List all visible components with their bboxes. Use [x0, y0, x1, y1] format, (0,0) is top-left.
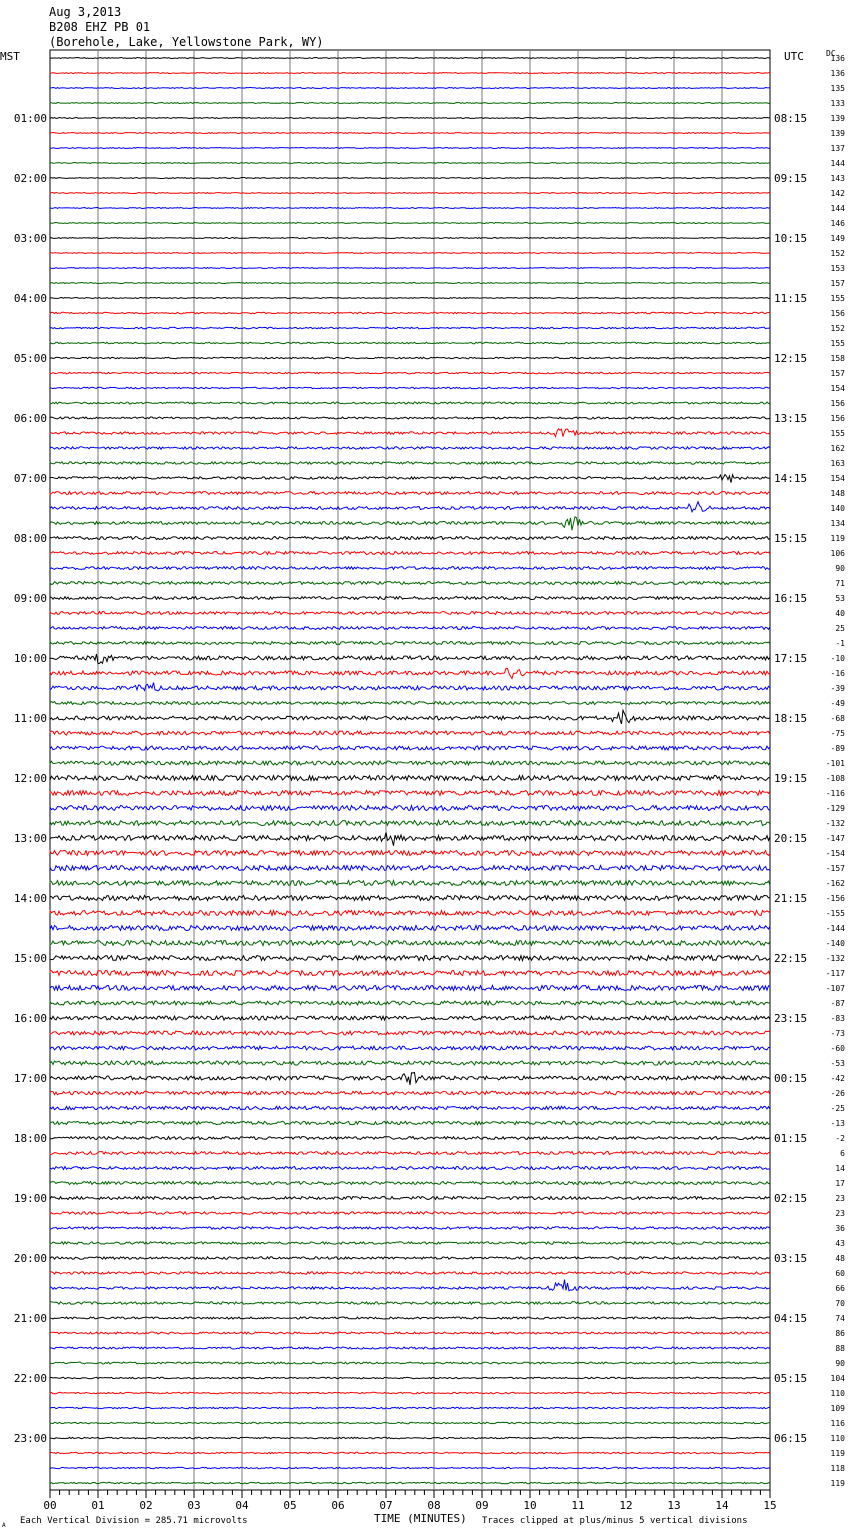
dc-offset-label: 23 [835, 1209, 845, 1218]
dc-offset-label: 156 [830, 399, 845, 408]
utc-hour-label: 19:15 [774, 772, 808, 785]
utc-hour-label: 05:15 [774, 1372, 808, 1385]
utc-hour-label: 13:15 [774, 412, 808, 425]
trace-line [50, 492, 770, 495]
dc-offset-label: 144 [830, 159, 845, 168]
trace-line [50, 1302, 770, 1304]
x-tick-label: 06 [331, 1499, 345, 1512]
dc-offset-label: 133 [830, 99, 845, 108]
dc-offset-label: -13 [830, 1119, 845, 1128]
utc-hour-label: 17:15 [774, 652, 808, 665]
dc-offset-label: -26 [830, 1089, 845, 1098]
x-tick-label: 12 [619, 1499, 633, 1512]
trace-line [50, 163, 770, 164]
dc-offset-label: -75 [830, 729, 845, 738]
dc-offset-label: 146 [830, 219, 845, 228]
mst-hour-label: 03:00 [13, 232, 47, 245]
trace-line [50, 1121, 770, 1124]
utc-hour-label: 02:15 [774, 1192, 808, 1205]
dc-offset-label: 143 [830, 174, 845, 183]
trace-line [50, 1212, 770, 1214]
dc-offset-label: 155 [830, 429, 845, 438]
dc-offset-label: 106 [830, 549, 845, 558]
dc-offset-label: -144 [825, 924, 845, 933]
mst-hour-label: 02:00 [13, 172, 47, 185]
dc-offset-labels [826, 54, 845, 1488]
trace-line [50, 462, 770, 464]
mst-hour-label: 21:00 [13, 1312, 47, 1325]
dc-offset-label: -87 [830, 999, 845, 1008]
trace-line [50, 537, 770, 540]
dc-offset-label: 70 [835, 1299, 845, 1308]
dc-offset-label: -10 [830, 654, 845, 663]
trace-line [50, 342, 770, 343]
dc-offset-label: 6 [840, 1149, 845, 1158]
dc-offset-label: -162 [825, 879, 845, 888]
trace-line [50, 971, 770, 976]
dc-offset-label: 60 [835, 1269, 845, 1278]
trace-line [50, 881, 770, 886]
trace-line [50, 597, 770, 600]
trace-line [50, 118, 770, 119]
utc-hour-label: 14:15 [774, 472, 808, 485]
dc-offset-label: 136 [830, 69, 845, 78]
trace-line [50, 791, 770, 796]
trace-line [50, 429, 770, 437]
x-tick-label: 01 [91, 1499, 105, 1512]
dc-offset-label: -89 [830, 744, 845, 753]
dc-offset-label: 155 [830, 294, 845, 303]
header-location: (Borehole, Lake, Yellowstone Park, WY) [49, 35, 324, 49]
mst-hour-label: 18:00 [13, 1132, 47, 1145]
trace-line [50, 1332, 770, 1334]
dc-offset-label: -157 [825, 864, 845, 873]
trace-line [50, 1392, 770, 1393]
trace-line [50, 1467, 770, 1468]
dc-offset-label: 119 [830, 1449, 845, 1458]
dc-offset-label: 157 [830, 279, 845, 288]
dc-offset-label: -132 [825, 954, 845, 963]
trace-line [50, 1197, 770, 1200]
trace-line [50, 1482, 770, 1483]
trace-line [50, 327, 770, 328]
mst-hour-label: 16:00 [13, 1012, 47, 1025]
mst-hour-label: 01:00 [13, 112, 47, 125]
utc-hour-label: 12:15 [774, 352, 808, 365]
dc-offset-label: 43 [835, 1239, 845, 1248]
mst-hour-label: 23:00 [13, 1432, 47, 1445]
x-tick-label: 15 [763, 1499, 777, 1512]
trace-line [50, 283, 770, 284]
trace-line [50, 148, 770, 149]
utc-hour-label: 10:15 [774, 232, 808, 245]
dc-offset-label: -132 [825, 819, 845, 828]
trace-line [50, 1167, 770, 1170]
trace-line [50, 417, 770, 419]
utc-hour-label: 16:15 [774, 592, 808, 605]
x-tick-label: 07 [379, 1499, 393, 1512]
dc-offset-label: 153 [830, 264, 845, 273]
dc-offset-label: -1 [835, 639, 845, 648]
trace-line [50, 268, 770, 269]
dc-offset-label: -156 [825, 894, 845, 903]
dc-offset-label: 88 [835, 1344, 845, 1353]
trace-line [50, 627, 770, 630]
dc-offset-label: -140 [825, 939, 845, 948]
mst-hour-label: 22:00 [13, 1372, 47, 1385]
footer-clip-note: Traces clipped at plus/minus 5 vertical divisions [482, 1516, 748, 1526]
x-tick-label: 09 [475, 1499, 489, 1512]
trace-line [50, 911, 770, 916]
trace-line [50, 832, 770, 845]
dc-offset-label: 144 [830, 204, 845, 213]
dc-offset-label: 74 [835, 1314, 845, 1323]
dc-offset-label: 162 [830, 444, 845, 453]
mst-hour-label: 19:00 [13, 1192, 47, 1205]
x-tick-label: 11 [571, 1499, 585, 1512]
dc-offset-label: 53 [835, 594, 845, 603]
dc-offset-label: -39 [830, 684, 845, 693]
dc-offset-label: 17 [835, 1179, 845, 1188]
mst-hour-label: 20:00 [13, 1252, 47, 1265]
mst-hour-label: 15:00 [13, 952, 47, 965]
dc-offset-label: -25 [830, 1104, 845, 1113]
dc-offset-label: -16 [830, 669, 845, 678]
trace-line [50, 642, 770, 645]
dc-offset-label: -116 [825, 789, 845, 798]
dc-offset-label: -108 [825, 774, 845, 783]
trace-line [50, 654, 770, 664]
dc-offset-label: 158 [830, 354, 845, 363]
dc-header: DC [826, 49, 836, 58]
trace-line [50, 517, 770, 530]
mst-hour-label: 05:00 [13, 352, 47, 365]
dc-offset-label: -2 [835, 1134, 845, 1143]
x-tick-label: 14 [715, 1499, 729, 1512]
dc-offset-label: -83 [830, 1014, 845, 1023]
trace-line [50, 58, 770, 59]
dc-offset-label: 149 [830, 234, 845, 243]
dc-offset-label: 152 [830, 324, 845, 333]
dc-offset-label: 90 [835, 1359, 845, 1368]
trace-line [50, 1377, 770, 1378]
trace-line [50, 668, 770, 678]
utc-hour-label: 15:15 [774, 532, 808, 545]
dc-offset-label: 23 [835, 1194, 845, 1203]
trace-line [50, 372, 770, 373]
dc-offset-label: -49 [830, 699, 845, 708]
dc-offset-label: -53 [830, 1059, 845, 1068]
dc-offset-label: 148 [830, 489, 845, 498]
x-tick-label: 13 [667, 1499, 681, 1512]
trace-line [50, 1242, 770, 1244]
trace-line [50, 806, 770, 811]
trace-line [50, 582, 770, 585]
trace-line [50, 926, 770, 931]
trace-line [50, 552, 770, 555]
trace-line [50, 1182, 770, 1185]
trace-line [50, 88, 770, 89]
dc-offset-label: 156 [830, 414, 845, 423]
mst-hour-label: 07:00 [13, 472, 47, 485]
x-tick-label: 05 [283, 1499, 297, 1512]
trace-line [50, 402, 770, 404]
trace-line [50, 1317, 770, 1319]
dc-offset-label: 14 [835, 1164, 845, 1173]
dc-offset-label: 118 [830, 1464, 845, 1473]
dc-offset-label: 163 [830, 459, 845, 468]
dc-offset-label: 134 [830, 519, 845, 528]
time-axis [43, 1490, 776, 1512]
utc-hour-label: 03:15 [774, 1252, 808, 1265]
trace-line [50, 447, 770, 449]
dc-offset-label: -154 [825, 849, 845, 858]
mst-hour-label: 10:00 [13, 652, 47, 665]
trace-line [50, 1407, 770, 1408]
dc-offset-label: -155 [825, 909, 845, 918]
dc-offset-label: 142 [830, 189, 845, 198]
utc-hour-label: 06:15 [774, 1432, 808, 1445]
utc-hour-label: 09:15 [774, 172, 808, 185]
trace-line [50, 1437, 770, 1438]
x-tick-label: 08 [427, 1499, 441, 1512]
dc-offset-label: 48 [835, 1254, 845, 1263]
dc-offset-label: 71 [835, 579, 845, 588]
trace-line [50, 986, 770, 991]
dc-offset-label: 116 [830, 1419, 845, 1428]
trace-line [50, 387, 770, 388]
utc-hour-label: 20:15 [774, 832, 808, 845]
dc-offset-label: 119 [830, 1479, 845, 1488]
mst-hour-label: 11:00 [13, 712, 47, 725]
trace-line [50, 1137, 770, 1140]
trace-line [50, 357, 770, 358]
mst-hour-label: 04:00 [13, 292, 47, 305]
dc-offset-label: -73 [830, 1029, 845, 1038]
trace-line [50, 866, 770, 871]
dc-offset-label: -101 [825, 759, 845, 768]
dc-offset-label: 152 [830, 249, 845, 258]
dc-offset-label: 110 [830, 1434, 845, 1443]
trace-line [50, 1347, 770, 1349]
trace-line [50, 1073, 770, 1085]
trace-line [50, 193, 770, 194]
trace-line [50, 208, 770, 209]
utc-hour-label: 23:15 [774, 1012, 808, 1025]
mst-hour-label: 08:00 [13, 532, 47, 545]
x-tick-label: 02 [139, 1499, 153, 1512]
trace-line [50, 1257, 770, 1259]
header-station: B208 EHZ PB 01 [49, 20, 151, 34]
dc-offset-label: 110 [830, 1389, 845, 1398]
trace-line [50, 1280, 770, 1291]
trace-line [50, 238, 770, 239]
trace-line [50, 103, 770, 104]
dc-offset-label: 135 [830, 84, 845, 93]
dc-offset-label: 66 [835, 1284, 845, 1293]
dc-offset-label: 136 [830, 54, 845, 63]
trace-line [50, 683, 770, 691]
dc-offset-label: 40 [835, 609, 845, 618]
trace-line [50, 821, 770, 826]
dc-offset-label: 86 [835, 1329, 845, 1338]
mst-hour-label: 17:00 [13, 1072, 47, 1085]
mst-hour-label: 06:00 [13, 412, 47, 425]
utc-hour-label: 00:15 [774, 1072, 808, 1085]
trace-line [50, 567, 770, 570]
dc-offset-label: 154 [830, 384, 845, 393]
x-axis-label: TIME (MINUTES) [374, 1512, 467, 1525]
trace-line [50, 1031, 770, 1035]
dc-offset-label: 139 [830, 129, 845, 138]
trace-line [50, 73, 770, 74]
x-tick-label: 00 [43, 1499, 57, 1512]
utc-hour-label: 18:15 [774, 712, 808, 725]
dc-offset-label: 156 [830, 309, 845, 318]
trace-line [50, 1091, 770, 1094]
trace-line [50, 851, 770, 856]
dc-offset-label: 109 [830, 1404, 845, 1413]
dc-offset-label: -60 [830, 1044, 845, 1053]
left-tz-label: MST [0, 50, 20, 63]
dc-offset-label: 119 [830, 534, 845, 543]
utc-hour-label: 11:15 [774, 292, 808, 305]
mst-hour-label: 13:00 [13, 832, 47, 845]
x-tick-label: 10 [523, 1499, 537, 1512]
trace-line [50, 896, 770, 901]
trace-line [50, 1152, 770, 1155]
trace-line [50, 133, 770, 134]
x-tick-label: 03 [187, 1499, 201, 1512]
trace-line [50, 312, 770, 313]
trace-line [50, 1061, 770, 1065]
trace-line [50, 1227, 770, 1229]
trace-line [50, 731, 770, 735]
corner-mark: A [2, 1522, 6, 1529]
trace-line [50, 1422, 770, 1423]
seismic-traces [50, 58, 770, 1484]
utc-hour-label: 08:15 [774, 112, 808, 125]
trace-line [50, 761, 770, 765]
dc-offset-label: -68 [830, 714, 845, 723]
trace-line [50, 178, 770, 179]
x-tick-label: 04 [235, 1499, 249, 1512]
dc-offset-label: -42 [830, 1074, 845, 1083]
trace-line [50, 1106, 770, 1109]
trace-line [50, 1452, 770, 1453]
utc-hour-label: 21:15 [774, 892, 808, 905]
dc-offset-label: -147 [825, 834, 845, 843]
trace-line [50, 746, 770, 750]
trace-line [50, 941, 770, 946]
dc-offset-label: 90 [835, 564, 845, 573]
dc-offset-label: 140 [830, 504, 845, 513]
trace-line [50, 776, 770, 781]
trace-line [50, 223, 770, 224]
dc-offset-label: -129 [825, 804, 845, 813]
trace-line [50, 956, 770, 961]
header-date: Aug 3,2013 [49, 5, 122, 19]
trace-line [50, 502, 770, 512]
utc-hour-label: 04:15 [774, 1312, 808, 1325]
trace-line [50, 475, 770, 483]
dc-offset-label: 154 [830, 474, 845, 483]
utc-hour-label: 22:15 [774, 952, 808, 965]
right-tz-label: UTC [784, 50, 804, 63]
trace-line [50, 1046, 770, 1050]
footer-division: Each Vertical Division = 285.71 microvolts [20, 1516, 248, 1526]
utc-hour-label: 01:15 [774, 1132, 808, 1145]
trace-line [50, 253, 770, 254]
dc-offset-label: -117 [825, 969, 845, 978]
trace-line [50, 702, 770, 705]
dc-offset-label: 36 [835, 1224, 845, 1233]
mst-hour-label: 12:00 [13, 772, 47, 785]
trace-line [50, 1016, 770, 1020]
trace-line [50, 710, 770, 724]
trace-line [50, 1001, 770, 1005]
trace-line [50, 612, 770, 615]
dc-offset-label: 139 [830, 114, 845, 123]
dc-offset-label: 25 [835, 624, 845, 633]
trace-line [50, 298, 770, 299]
dc-offset-label: 104 [830, 1374, 845, 1383]
dc-offset-label: 157 [830, 369, 845, 378]
mst-hour-label: 14:00 [13, 892, 47, 905]
trace-line [50, 1272, 770, 1274]
dc-offset-label: 137 [830, 144, 845, 153]
dc-offset-label: -107 [825, 984, 845, 993]
dc-offset-label: 155 [830, 339, 845, 348]
trace-line [50, 1362, 770, 1364]
mst-hour-label: 09:00 [13, 592, 47, 605]
